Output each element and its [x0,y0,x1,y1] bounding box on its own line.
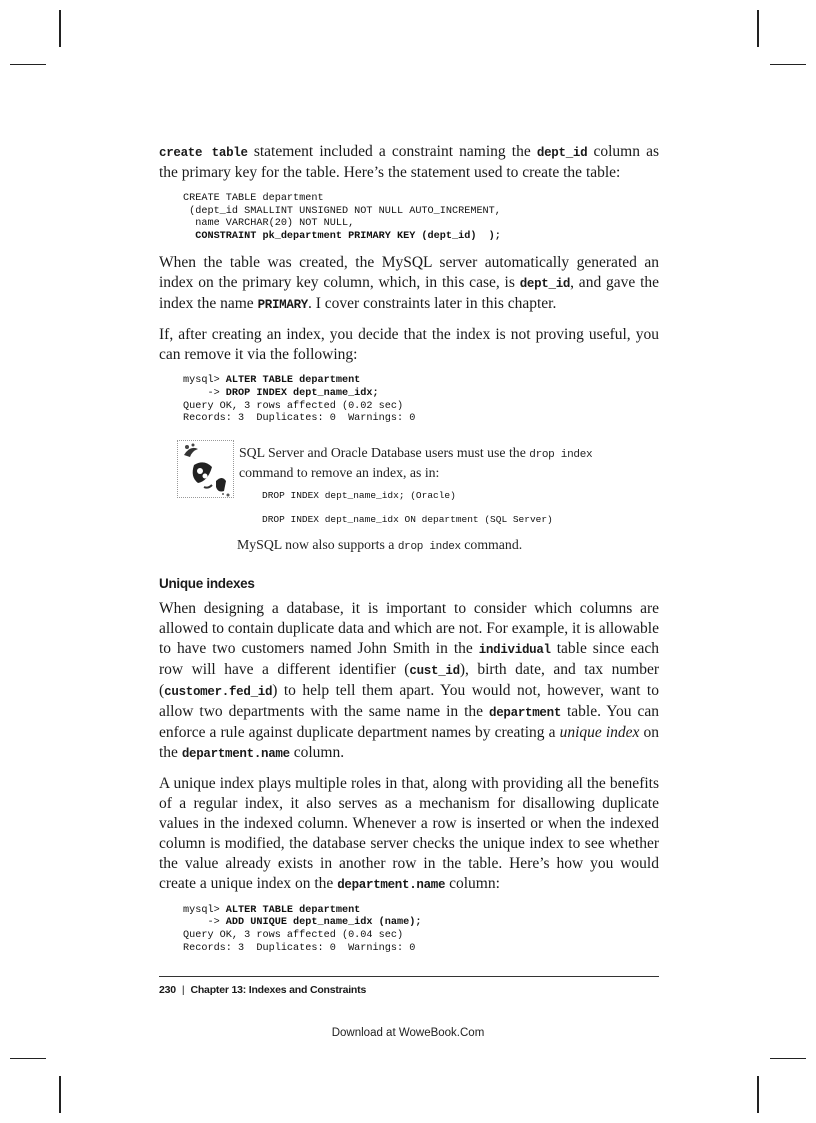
code-prompt: -> [183,387,226,399]
inline-code: individual [478,642,551,657]
inline-code: dept_id [536,146,588,160]
code-line: CREATE TABLE department [183,193,324,204]
text: column as the primary key for the table. Here’s the statement used to create the table: [159,143,660,181]
text: SQL Server and Oracle Database users must use the [239,444,530,460]
paragraph-unique-intro [159,599,659,764]
page-footer [159,984,366,996]
inline-code: dept_id [519,277,571,292]
crop-mark-top-left [59,10,61,47]
inline-code: create table [159,146,248,160]
footer-divider [159,976,659,977]
text: command. [460,536,523,552]
code-line: (dept_id SMALLINT UNSIGNED NOT NULL AUTO_INCREMENT, [183,205,501,217]
text: table. You can enforce a rule against duplicate department names by creating a [159,702,659,741]
code-prompt: mysql> [183,375,226,387]
text: command to remove an index, as in: [239,464,440,480]
text: table since each row will have a different identifier ( [159,639,660,678]
tip-note [159,440,659,560]
code-command: ALTER TABLE department [225,904,361,916]
inline-code: PRIMARY [257,298,308,313]
paragraph-create-table [159,142,659,183]
code-line: CONSTRAINT pk_department PRIMARY KEY (dept_id) ); [183,230,501,242]
text: When the table was created, the MySQL server automatically generated an index on the primary key column, which, in this case, is [159,254,659,292]
code-line: name VARCHAR(20) NOT NULL, [183,218,355,230]
emphasis: unique index [559,723,640,741]
crop-mark-top-left-h [10,64,46,65]
code-block-create-table [183,193,659,243]
text: column: [445,874,500,892]
inline-code: customer.fed_id [164,684,273,699]
code-command: ADD UNIQUE dept_name_idx (name); [225,917,422,929]
crop-mark-bottom-right [757,1076,759,1113]
text: When designing a database, it is important to consider which columns are allowed to contain duplicate data and which are not. For example, it is allowable to have two customers named John Smith in the [159,599,659,657]
section-heading: Unique indexes [159,575,255,591]
code-output: Query OK, 3 rows affected (0.04 sec) [183,929,404,941]
text: A unique index plays multiple roles in that, along with providing all the benefits of a regular index, it also serves as a mechanism for disallowing duplicate values in the indexed column. Whenever a row is inserted or when the indexed column is modified, the database server checks the unique index to see whether the value already exists in another row in the table. Here’s how you would create a unique index on the [159,774,659,892]
crop-mark-bottom-left [59,1076,61,1113]
code-block-add-unique [183,905,659,955]
inline-code: department.name [181,746,290,761]
crop-mark-top-right-h [770,64,806,65]
page-content [159,142,659,965]
text: MySQL now also supports a [237,536,398,552]
code-output: Records: 3 Duplicates: 0 Warnings: 0 [183,413,416,425]
code-output: Query OK, 3 rows affected (0.02 sec) [183,400,404,412]
note-code-sql-server: DROP INDEX dept_name_idx ON department (SQL Server) [262,513,553,525]
inline-code: department [489,705,562,720]
note-code-oracle: DROP INDEX dept_name_idx; (Oracle) [262,489,456,501]
text: on the [159,723,660,761]
note-text [239,444,599,482]
text: ) to help tell them apart. You would not, however, want to allow two departments with the same name in the [159,681,659,720]
code-command: DROP INDEX dept_name_idx; [225,387,379,399]
crop-mark-top-right [757,10,759,47]
code-command: ALTER TABLE department [225,375,361,387]
text: . I cover constraints later in this chapter. [308,295,557,313]
inline-code: drop index [529,448,593,461]
inline-code: department.name [337,877,446,892]
code-output: Records: 3 Duplicates: 0 Warnings: 0 [183,942,416,954]
crow-tip-icon [177,440,234,498]
text: ), birth date, and tax number ( [159,660,659,699]
footer-separator: | [181,984,185,996]
paragraph-primary-index [159,253,659,315]
text: , and gave the index the name [159,274,660,313]
inline-code: drop index [397,540,461,553]
note-after-text [237,537,522,553]
chapter-title: Chapter 13: Indexes and Constraints [190,984,367,996]
crop-mark-bottom-right-h [770,1058,806,1059]
code-block-drop-index [183,375,659,425]
paragraph-remove-index: If, after creating an index, you decide that the index is not proving useful, you can remove it via the following: [159,326,659,364]
watermark-text: Download at WoweBook.Com [331,1027,485,1039]
code-prompt: -> [183,917,226,929]
page-number: 230 [159,984,176,996]
inline-code: cust_id [409,663,460,678]
crop-mark-bottom-left-h [10,1058,46,1059]
text: column. [289,743,345,761]
paragraph-unique-roles [159,774,659,895]
text: statement included a constraint naming the [247,143,537,160]
code-prompt: mysql> [183,904,226,916]
